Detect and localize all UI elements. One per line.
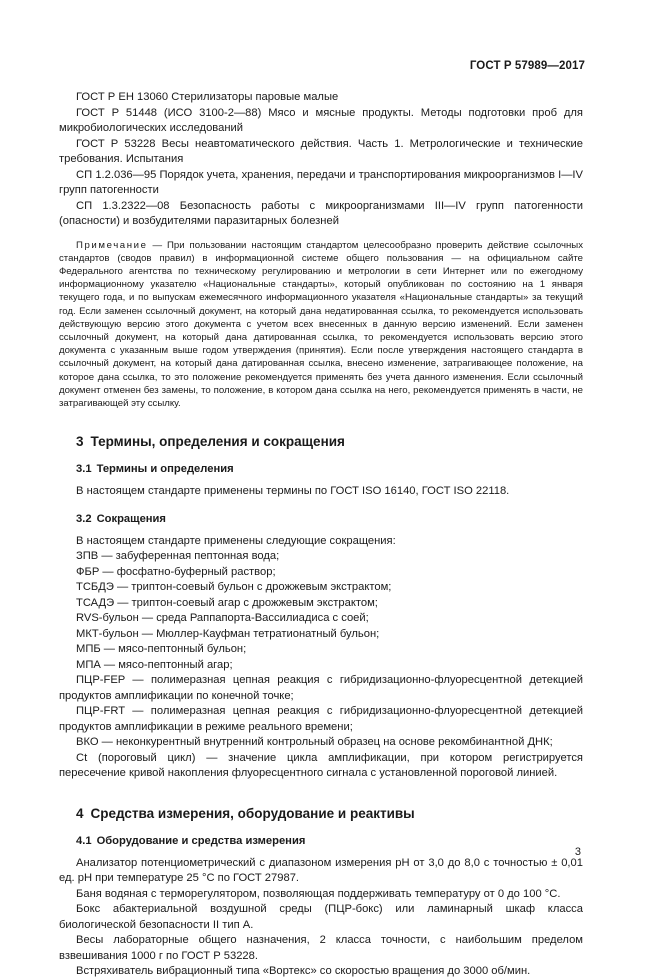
note-text: — При пользовании настоящим стандартом целесообразно проверить действие ссылочных стандартов (сводов правил) в информационной системе общего пользования — на официальном сайте Федерального агентства по техническому регулированию и метрологии в сети Интернет или по ежегодному информационному указателю «Национальные стандарты», который опубликован по состоянию на 1 января текущего года, и по выпускам ежемесячного информационного указателя «Национальные стандарты» за текущий год. Если заменен ссылочный документ, на который дана недатированная ссылка, то рекомендуется использовать действующую версию этого документа с учетом всех внесенных в данную версию изменений. Если заменен ссылочный документ, на который дана датированная ссылка, то рекомендуется использовать версию этого документа с указанным выше годом утверждения (принятия). Если после утверждения настоящего стандарта в ссылочный документ, на который дана датированная ссылка, внесено изменение, затрагивающее положение, на которое дана ссылка, то это положение рекомендуется применять без учета данного изменения. Если ссылочный документ отменен без замены, то положение, в котором дана ссылка на него, рекомендуется применять в части, не затрагивающей эту ссылку. [59,239,583,409]
subsection-number: 4.1 [76,834,92,847]
document-body [59,90,583,980]
subsection-title: Оборудование и средства измерения [96,834,306,847]
page-number: 3 [574,846,581,858]
section-title: Средства измерения, оборудование и реактивы [90,805,415,821]
subsection-3-1-heading [76,462,583,477]
reference-item: ГОСТ Р 53228 Весы неавтоматического действия. Часть 1. Метрологические и технические требования. Испытания [59,137,583,165]
abbreviation-item: ВКО — неконкурентный внутренний контрольный образец на основе рекомбинантной ДНК; [76,736,553,749]
abbreviation-item: ФБР — фосфатно-буферный раствор; [76,565,276,578]
note-paragraph [59,239,583,411]
equipment-item: Весы лабораторные общего назначения, 2 класса точности, с наибольшим пределом взвешивания 1000 г по ГОСТ Р 53228. [59,934,583,962]
section-number: 3 [76,434,84,450]
equipment-item: Баня водяная с терморегулятором, позволяющая поддерживать температуру от 0 до 100 °С. [76,887,561,900]
abbreviation-item: МКТ-бульон — Мюллер-Кауфман тетратионатный бульон; [76,627,380,640]
subsection-3-2-heading [76,512,583,527]
abbreviation-item: ПЦР-FEP — полимеразная цепная реакция с гибридизационно-флуоресцентной детекцией продуктов амплификации по конечной точке; [59,674,583,702]
abbreviation-item: ТСАДЭ — триптон-соевый агар с дрожжевым экстрактом; [76,596,378,609]
abbreviation-item: ТСБДЭ — триптон-соевый бульон с дрожжевым экстрактом; [76,581,392,594]
abbreviation-item: ЗПВ — забуференная пептонная вода; [76,550,280,563]
section-title: Термины, определения и сокращения [90,434,345,450]
reference-item: СП 1.2.036—95 Порядок учета, хранения, передачи и транспортирования микроорганизмов I—IV групп патогенности [59,168,583,196]
abbreviation-item: МПБ — мясо-пептонный бульон; [76,643,247,656]
subsection-number: 3.2 [76,512,92,525]
reference-item: ГОСТ Р 51448 (ИСО 3100-2—88) Мясо и мясные продукты. Методы подготовки проб для микробиологических исследований [59,106,583,134]
reference-item: СП 1.3.2322—08 Безопасность работы с микроорганизмами III—IV групп патогенности (опасности) и возбудителями паразитарных болезней [59,199,583,227]
subsection-title: Термины и определения [96,463,234,476]
section-3-heading [76,433,583,450]
abbreviation-item: Ct (пороговый цикл) — значение цикла амплификации, при котором регистрируется пересечение кривой накопления флуоресцентного сигнала с установленной пороговой линией. [59,751,583,780]
abbreviation-item: ПЦР-FRT — полимеразная цепная реакция с гибридизационно-флуоресцентной детекцией продуктов амплификации в режиме реального времени; [59,705,583,733]
equipment-item: Бокс абактериальной воздушной среды (ПЦР-бокс) или ламинарный шкаф класса биологической безопасности II тип А. [59,903,583,931]
section-4-heading [76,805,583,822]
equipment-item: Встряхиватель вибрационный типа «Вортекс» со скоростью вращения до 3000 об/мин. [76,965,531,978]
abbreviation-item: RVS-бульон — среда Раппапорта-Вассилиадиса с соей; [76,612,369,625]
subsection-title: Сокращения [96,512,166,525]
subsection-number: 3.1 [76,463,92,476]
equipment-item: Анализатор потенциометрический с диапазоном измерения pH от 3,0 до 8,0 с точностью ± 0,01 ед. pH при температуре 25 °С по ГОСТ 27987. [59,856,583,885]
note-label: Примечание [76,239,148,251]
subsection-4-1-heading [76,834,583,849]
paragraph: В настоящем стандарте применены следующие сокращения: [76,534,396,547]
section-number: 4 [76,805,84,821]
reference-item: ГОСТ Р ЕН 13060 Стерилизаторы паровые малые [76,91,339,103]
paragraph: В настоящем стандарте применены термины по ГОСТ ISO 16140, ГОСТ ISO 22118. [76,485,510,498]
document-header: ГОСТ Р 57989—2017 [469,60,585,72]
abbreviation-item: МПА — мясо-пептонный агар; [76,658,233,671]
